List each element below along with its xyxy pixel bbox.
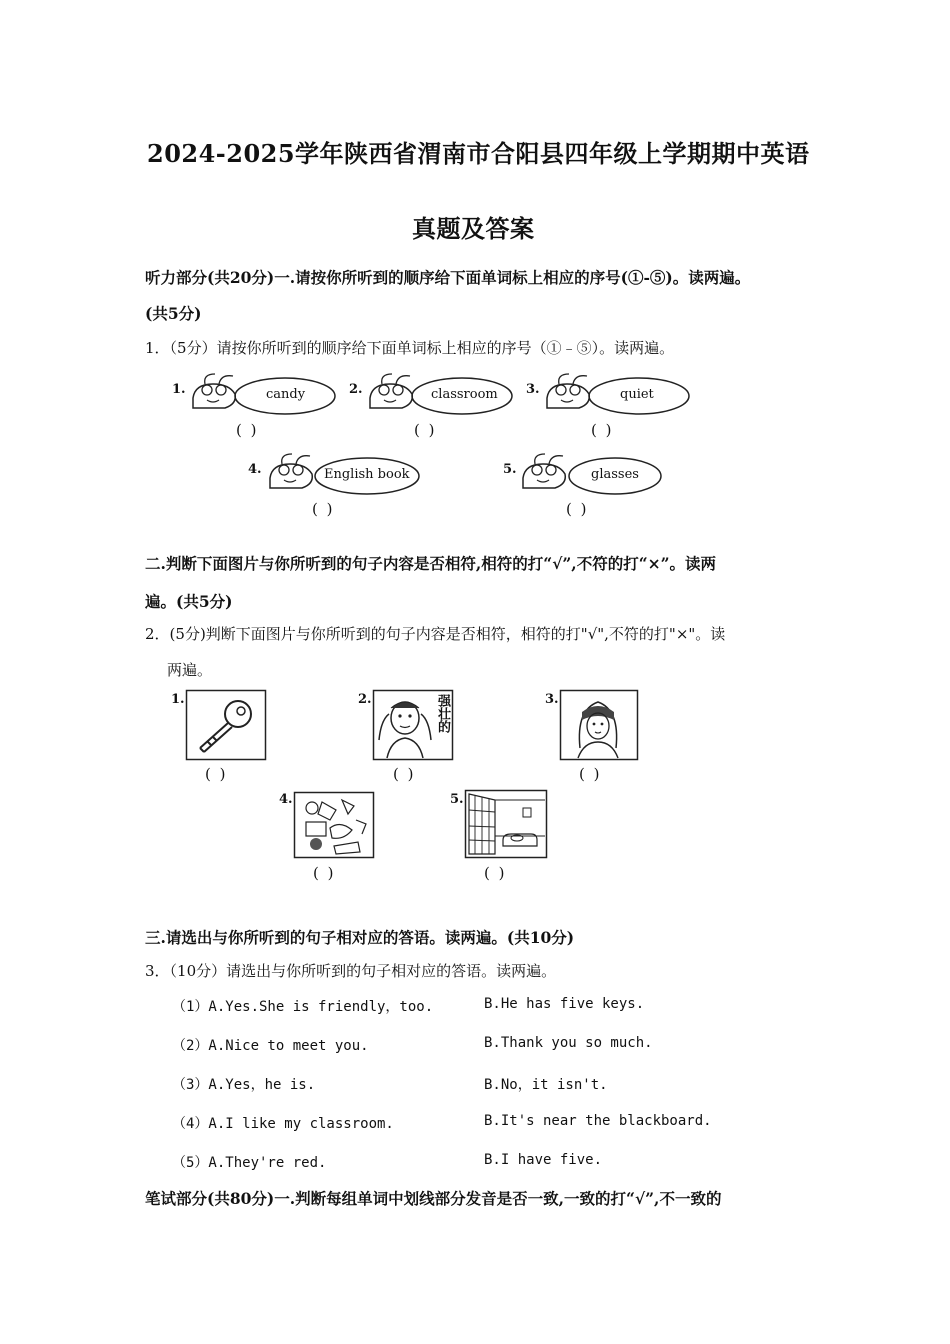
snail-icon [539,370,699,420]
answer-blank[interactable]: ( ) [205,765,228,783]
written-section-heading: 笔试部分(共80分)一.判断每组单词中划线部分发音是否一致,一致的打“√”,不一致的 [145,1189,722,1208]
option-a: （1）A.Yes.She is friendly，too. [172,999,434,1015]
picture-number: 1. [171,692,185,707]
option-a: （2）A.Nice to meet you. [172,1038,369,1054]
picture-number: 3. [545,692,559,707]
snail-number: 5. [503,462,517,477]
question-3: 3．（10分）请选出与你所听到的句子相对应的答语。读两遍。 [145,962,557,980]
section1-heading: 听力部分(共20分)一.请按你所听到的顺序给下面单词标上相应的序号(①-⑤)。读两遍。 [145,268,751,287]
answer-blank[interactable]: ( ) [414,421,437,439]
option-a: （5）A.They're red. [172,1155,327,1171]
answer-blank[interactable]: ( ) [484,864,507,882]
option-a: （3）A.Yes，he is. [172,1077,316,1093]
snail-word: quiet [620,387,654,402]
snail-number: 4. [248,462,262,477]
answer-blank[interactable]: ( ) [579,765,602,783]
snail-icon [185,370,345,420]
girl-picture [560,690,638,760]
section3-heading: 三.请选出与你所听到的句子相对应的答语。读两遍。(共10分) [145,928,575,947]
question-1: 1．（5分）请按你所听到的顺序给下面单词标上相应的序号（①﹣⑤）。读两遍。 [145,339,675,357]
snail-number: 3. [526,382,540,397]
option-b: B.Thank you so much. [484,1035,653,1051]
snail-word: glasses [591,467,639,482]
picture-number: 2. [358,692,372,707]
option-b: B.I have five. [484,1152,603,1168]
living-room-picture [465,790,547,858]
answer-blank[interactable]: ( ) [566,500,589,518]
picture-number: 4. [279,792,293,807]
answer-blank[interactable]: ( ) [393,765,416,783]
snail-word: English book [324,467,410,482]
answer-blank[interactable]: ( ) [591,421,614,439]
question-2-cont: 两遍。 [167,661,213,679]
section2-heading-cont: 遍。(共5分) [145,592,233,611]
answer-blank[interactable]: ( ) [312,500,335,518]
key-icon [186,690,266,760]
option-b: B.It's near the blackboard. [484,1113,712,1129]
messy-room-picture [294,792,374,858]
section2-heading: 二.判断下面图片与你所听到的句子内容是否相符,相符的打“√”,不符的打“×”。读两 [145,554,717,573]
snail-word: candy [266,387,306,402]
option-b: B.No，it isn't. [484,1077,608,1093]
snail-number: 1. [172,382,186,397]
picture-number: 5. [450,792,464,807]
snail-number: 2. [349,382,363,397]
snail-word: classroom [431,387,498,402]
option-a: （4）A.I like my classroom. [172,1116,394,1132]
question-2: 2．(5分)判断下面图片与你所听到的句子内容是否相符，相符的打"√",不符的打"×"。读 [145,625,726,643]
page-title-line2: 真题及答案 [412,214,535,243]
section1-heading-cont: (共5分) [145,304,202,323]
strong-label: 强壮的 [435,694,450,733]
answer-blank[interactable]: ( ) [313,864,336,882]
page-title: 2024-2025学年陕西省渭南市合阳县四年级上学期期中英语 [147,139,810,168]
answer-blank[interactable]: ( ) [236,421,259,439]
option-b: B.He has five keys. [484,996,645,1012]
